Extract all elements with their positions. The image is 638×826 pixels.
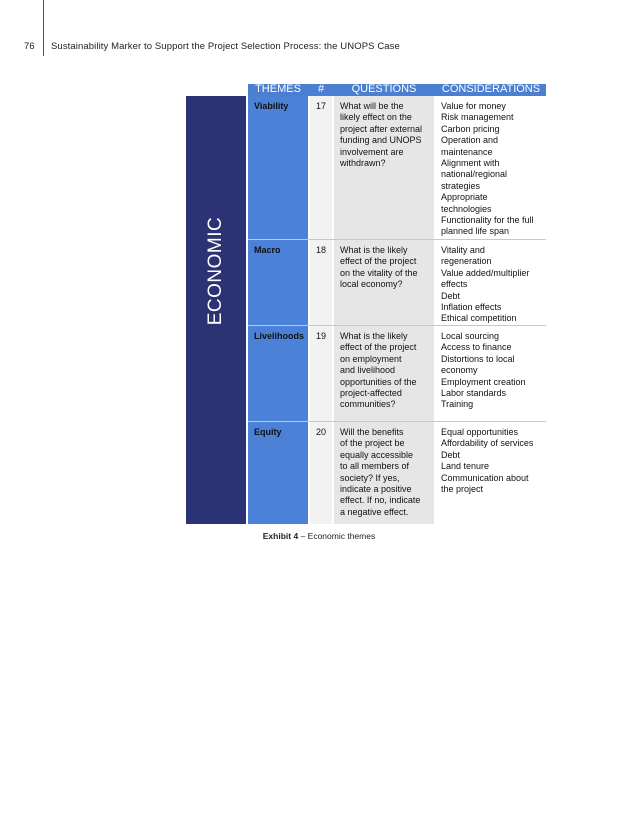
- text-line: Value for money: [441, 101, 506, 111]
- theme-cell: [248, 422, 308, 524]
- text-line: effect. If no, indicate: [340, 495, 421, 506]
- question-cell: [334, 326, 434, 421]
- table-row: [248, 326, 546, 421]
- question-number: 17: [315, 101, 326, 111]
- text-line: Inflation effects: [441, 302, 502, 313]
- header-questions: QUESTIONS: [351, 83, 417, 95]
- question-cell: [334, 96, 434, 239]
- caption-text: – Economic themes: [298, 531, 376, 541]
- text-line: Labor standards: [441, 388, 507, 399]
- text-line: Functionality for the full: [441, 215, 534, 226]
- table-row: [248, 240, 546, 325]
- question-cell: [334, 422, 434, 524]
- text-line: the project: [441, 484, 484, 495]
- text-line: maintenance: [441, 146, 493, 157]
- text-line: equally accessible: [340, 449, 414, 460]
- text-line: national/regional: [441, 169, 508, 180]
- theme-name: Viability: [254, 101, 289, 111]
- text-line: Training: [441, 399, 474, 410]
- text-line: indicate a positive: [340, 484, 412, 495]
- question-cell: [334, 240, 434, 325]
- table-row: [248, 422, 546, 524]
- text-line: Affordability of services: [441, 438, 534, 449]
- text-line: project after external: [340, 123, 423, 134]
- question-text: [340, 101, 422, 169]
- considerations-cell: [436, 96, 546, 239]
- text-line: project-affected: [340, 388, 402, 399]
- number-cell: [310, 240, 332, 325]
- number-cell: [310, 96, 332, 239]
- text-line: Distortions to local: [441, 353, 515, 364]
- text-line: and livelihood: [340, 365, 396, 376]
- theme-cell: [248, 240, 308, 325]
- text-line: funding and UNOPS: [340, 135, 422, 146]
- text-line: What is the likely: [340, 331, 408, 341]
- question-text: [340, 245, 418, 291]
- considerations-text: [441, 101, 534, 238]
- text-line: Will the benefits: [340, 427, 404, 437]
- table-header: [248, 84, 546, 96]
- text-line: effects: [441, 279, 468, 290]
- text-line: Communication about: [441, 472, 529, 483]
- number-cell: [310, 422, 332, 524]
- text-line: economy: [441, 365, 478, 376]
- theme-name: Equity: [254, 427, 282, 437]
- table-row: [248, 96, 546, 239]
- text-line: Local sourcing: [441, 331, 500, 341]
- text-line: effect of the project: [340, 342, 417, 353]
- text-line: to all members of: [340, 461, 410, 472]
- text-line: local economy?: [340, 279, 403, 290]
- text-line: regeneration: [441, 256, 492, 267]
- text-line: Risk management: [441, 112, 514, 123]
- text-line: Alignment with: [441, 158, 500, 169]
- text-line: Carbon pricing: [441, 123, 500, 134]
- theme-cell: [248, 326, 308, 421]
- text-line: likely effect on the: [340, 112, 412, 123]
- considerations-cell: [436, 326, 546, 421]
- header-number: #: [317, 83, 325, 95]
- text-line: Operation and: [441, 135, 499, 146]
- exhibit-caption: [0, 531, 638, 541]
- text-line: communities?: [340, 399, 396, 410]
- text-line: technologies: [441, 203, 492, 214]
- text-line: What is the likely: [340, 245, 408, 255]
- text-line: Appropriate: [441, 192, 488, 203]
- category-band: [186, 96, 246, 524]
- header-themes: THEMES: [255, 83, 301, 95]
- header-divider: [43, 0, 44, 56]
- text-line: Debt: [441, 449, 461, 460]
- question-text: [340, 331, 417, 411]
- considerations-text: [441, 427, 533, 495]
- text-line: society? If yes,: [340, 472, 400, 483]
- page-number: 76: [24, 41, 35, 52]
- question-number: 20: [315, 427, 326, 437]
- text-line: Ethical competition: [441, 313, 517, 324]
- text-line: Land tenure: [441, 461, 490, 472]
- text-line: Vitality and: [441, 245, 485, 255]
- caption-label: Exhibit 4: [262, 531, 299, 541]
- text-line: planned life span: [441, 226, 510, 237]
- text-line: Debt: [441, 290, 461, 301]
- text-line: strategies: [441, 180, 481, 191]
- theme-cell: [248, 96, 308, 239]
- text-line: opportunities of the: [340, 376, 417, 387]
- text-line: withdrawn?: [340, 158, 386, 169]
- considerations-cell: [436, 240, 546, 325]
- number-cell: [310, 326, 332, 421]
- category-label: ECONOMIC: [205, 216, 226, 326]
- running-title: Sustainability Marker to Support the Project Selection Process: the UNOPS Case: [51, 41, 400, 52]
- text-line: on the vitality of the: [340, 267, 418, 278]
- header-considerations: CONSIDERATIONS: [441, 83, 541, 95]
- text-line: Equal opportunities: [441, 427, 519, 437]
- text-line: of the project be: [340, 438, 405, 449]
- text-line: a negative effect.: [340, 506, 409, 517]
- economic-themes-table: [186, 84, 546, 524]
- considerations-cell: [436, 422, 546, 524]
- text-line: What will be the: [340, 101, 404, 111]
- question-number: 19: [315, 331, 326, 341]
- considerations-text: [441, 331, 526, 411]
- theme-name: Macro: [254, 245, 281, 255]
- question-number: 18: [315, 245, 326, 255]
- question-text: [340, 427, 420, 518]
- theme-name: Livelihoods: [254, 331, 305, 341]
- text-line: effect of the project: [340, 256, 417, 267]
- text-line: Employment creation: [441, 376, 526, 387]
- text-line: on employment: [340, 353, 402, 364]
- considerations-text: [441, 245, 529, 325]
- text-line: Value added/multiplier: [441, 267, 530, 278]
- text-line: involvement are: [340, 146, 404, 157]
- text-line: Access to finance: [441, 342, 512, 353]
